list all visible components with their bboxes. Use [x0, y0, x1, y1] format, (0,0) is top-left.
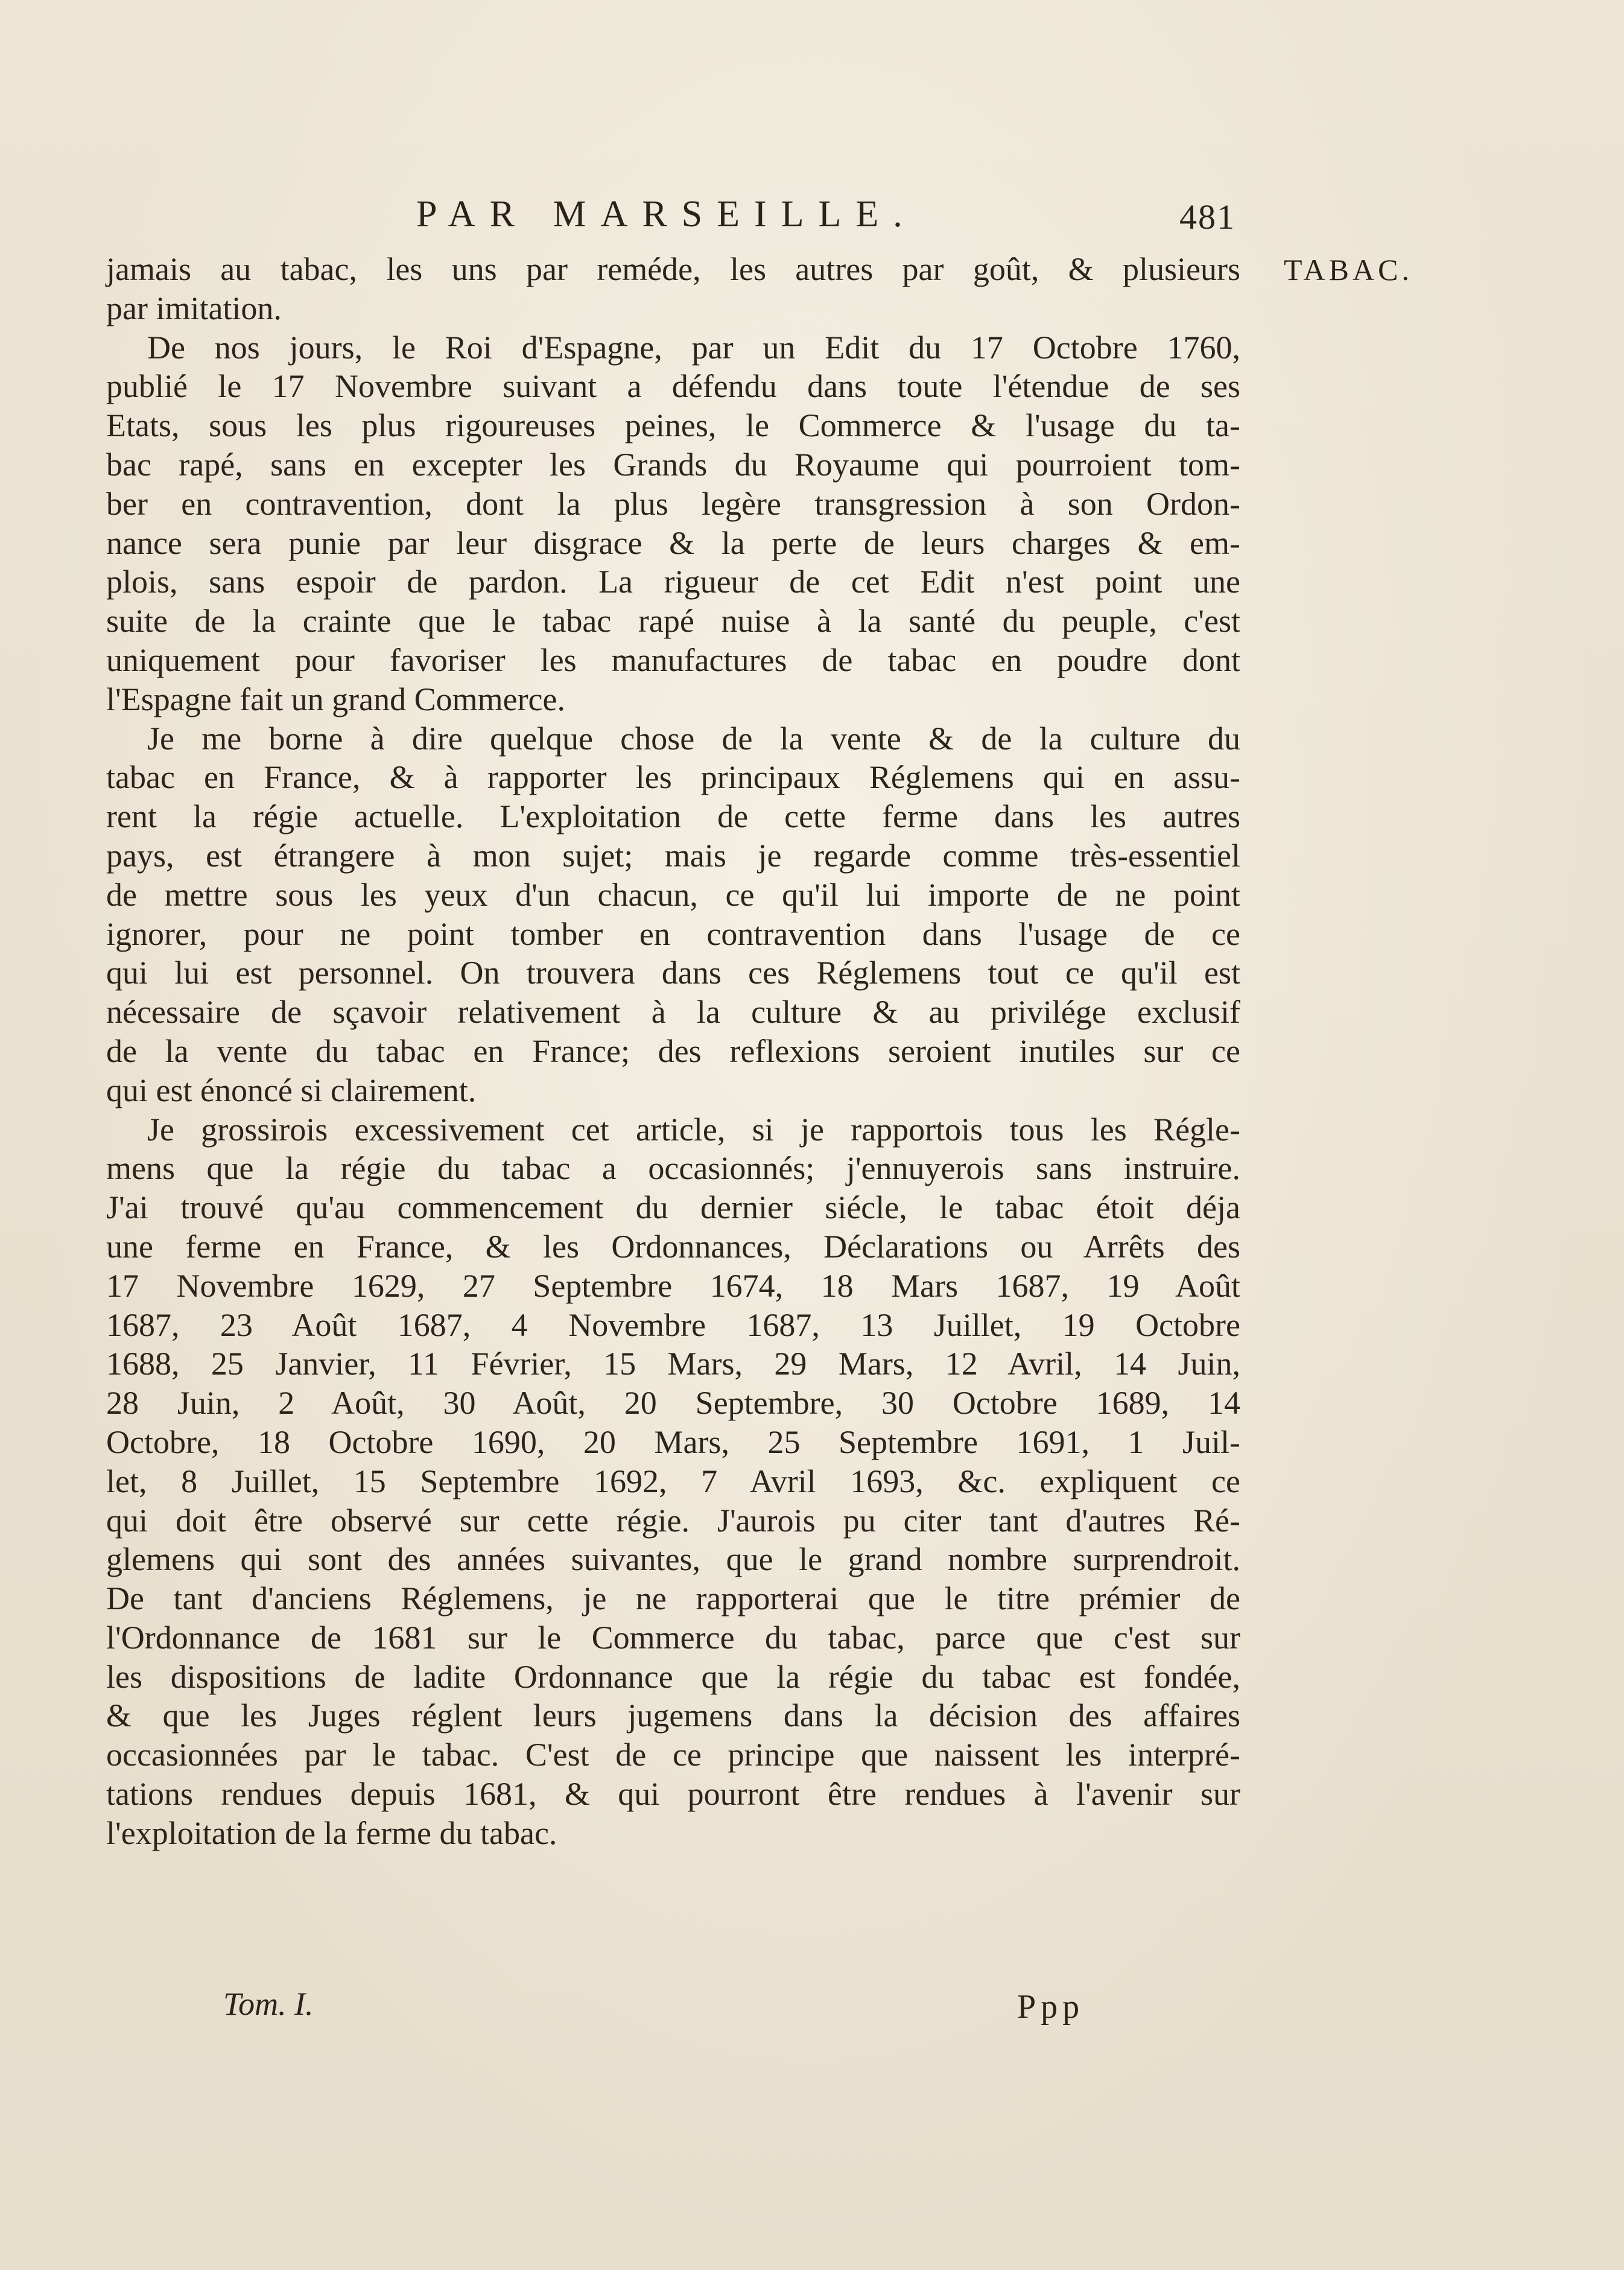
- text-line: nance sera punie par leur disgrace & la perte de leurs charges & em-: [106, 524, 1240, 561]
- margin-note: TABAC.: [1284, 253, 1413, 287]
- text-line: suite de la crainte que le tabac rapé nuise à la santé du peuple, c'est: [106, 603, 1240, 640]
- text-line: Etats, sous les plus rigoureuses peines, le Commerce & l'usage du ta-: [106, 407, 1240, 444]
- text-line: l'Espagne fait un grand Commerce.: [106, 681, 565, 717]
- text-line: l'Ordonnance de 1681 sur le Commerce du tabac, parce que c'est sur: [106, 1619, 1240, 1656]
- text-line: qui lui est personnel. On trouvera dans ces Réglemens tout ce qu'il est: [106, 955, 1240, 991]
- text-line: jamais au tabac, les uns par reméde, les autres par goût, & plusieurs: [106, 251, 1240, 287]
- body-text: [106, 250, 1240, 1853]
- text-line: nécessaire de sçavoir relativement à la culture & au privilége exclusif: [106, 994, 1240, 1031]
- text-line: glemens qui sont des années suivantes, que le grand nombre surprendroit.: [106, 1541, 1240, 1578]
- running-head: PAR MARSEILLE.: [416, 194, 917, 235]
- text-line: 28 Juin, 2 Août, 30 Août, 20 Septembre, 30 Octobre 1689, 14: [106, 1385, 1240, 1422]
- text-line: & que les Juges réglent leurs jugemens dans la décision des affaires: [106, 1697, 1240, 1734]
- text-line: rent la régie actuelle. L'exploitation de cette ferme dans les autres: [106, 798, 1240, 835]
- text-line: tabac en France, & à rapporter les principaux Réglemens qui en assu-: [106, 759, 1240, 796]
- text-line: Je me borne à dire quelque chose de la vente & de la culture du: [147, 720, 1240, 757]
- text-line: mens que la régie du tabac a occasionnés; j'ennuyerois sans instruire.: [106, 1150, 1240, 1187]
- text-line: par imitation.: [106, 290, 282, 326]
- text-line: J'ai trouvé qu'au commencement du dernier siécle, le tabac étoit déja: [106, 1189, 1240, 1226]
- text-line: les dispositions de ladite Ordonnance que la régie du tabac est fondée,: [106, 1658, 1240, 1695]
- text-line: tations rendues depuis 1681, & qui pourront être rendues à l'avenir sur: [106, 1776, 1240, 1813]
- text-line: Octobre, 18 Octobre 1690, 20 Mars, 25 Septembre 1691, 1 Juil-: [106, 1423, 1240, 1460]
- text-line: 17 Novembre 1629, 27 Septembre 1674, 18 Mars 1687, 19 Août: [106, 1267, 1240, 1304]
- text-line: plois, sans espoir de pardon. La rigueur de cet Edit n'est point une: [106, 564, 1240, 600]
- volume-mark: Tom. I.: [223, 1986, 314, 2022]
- text-line: qui est énoncé si clairement.: [106, 1072, 477, 1108]
- text-line: de mettre sous les yeux d'un chacun, ce qu'il lui importe de ne point: [106, 876, 1240, 913]
- text-line: uniquement pour favoriser les manufactures de tabac en poudre dont: [106, 641, 1240, 678]
- text-line: qui doit être observé sur cette régie. J'aurois pu citer tant d'autres Ré-: [106, 1502, 1240, 1539]
- text-line: ignorer, pour ne point tomber en contravention dans l'usage de ce: [106, 915, 1240, 952]
- text-line: pays, est étrangere à mon sujet; mais je regarde comme très-essentiel: [106, 837, 1240, 874]
- text-line: 1688, 25 Janvier, 11 Février, 15 Mars, 29 Mars, 12 Avril, 14 Juin,: [106, 1346, 1240, 1382]
- text-line: bac rapé, sans en excepter les Grands du Royaume qui pourroient tom-: [106, 446, 1240, 483]
- text-line: publié le 17 Novembre suivant a défendu dans toute l'étendue de ses: [106, 368, 1240, 405]
- text-line: une ferme en France, & les Ordonnances, Déclarations ou Arrêts des: [106, 1228, 1240, 1265]
- signature-mark: Ppp: [1017, 1988, 1085, 2026]
- page-header: [0, 181, 1624, 235]
- text-line: De nos jours, le Roi d'Espagne, par un Edit du 17 Octobre 1760,: [147, 329, 1240, 366]
- text-line: l'exploitation de la ferme du tabac.: [106, 1814, 557, 1851]
- page-number: 481: [1179, 197, 1235, 237]
- text-line: ber en contravention, dont la plus legère transgression à son Ordon-: [106, 485, 1240, 522]
- text-line: De tant d'anciens Réglemens, je ne rapporterai que le titre prémier de: [106, 1580, 1240, 1617]
- text-line: let, 8 Juillet, 15 Septembre 1692, 7 Avril 1693, &c. expliquent ce: [106, 1463, 1240, 1499]
- text-line: Je grossirois excessivement cet article, si je rapportois tous les Régle-: [147, 1111, 1240, 1148]
- page-footer: [0, 1985, 1624, 2033]
- text-line: 1687, 23 Août 1687, 4 Novembre 1687, 13 Juillet, 19 Octobre: [106, 1306, 1240, 1343]
- text-line: de la vente du tabac en France; des reflexions seroient inutiles sur ce: [106, 1032, 1240, 1069]
- text-line: occasionnées par le tabac. C'est de ce principe que naissent les interpré-: [106, 1737, 1240, 1773]
